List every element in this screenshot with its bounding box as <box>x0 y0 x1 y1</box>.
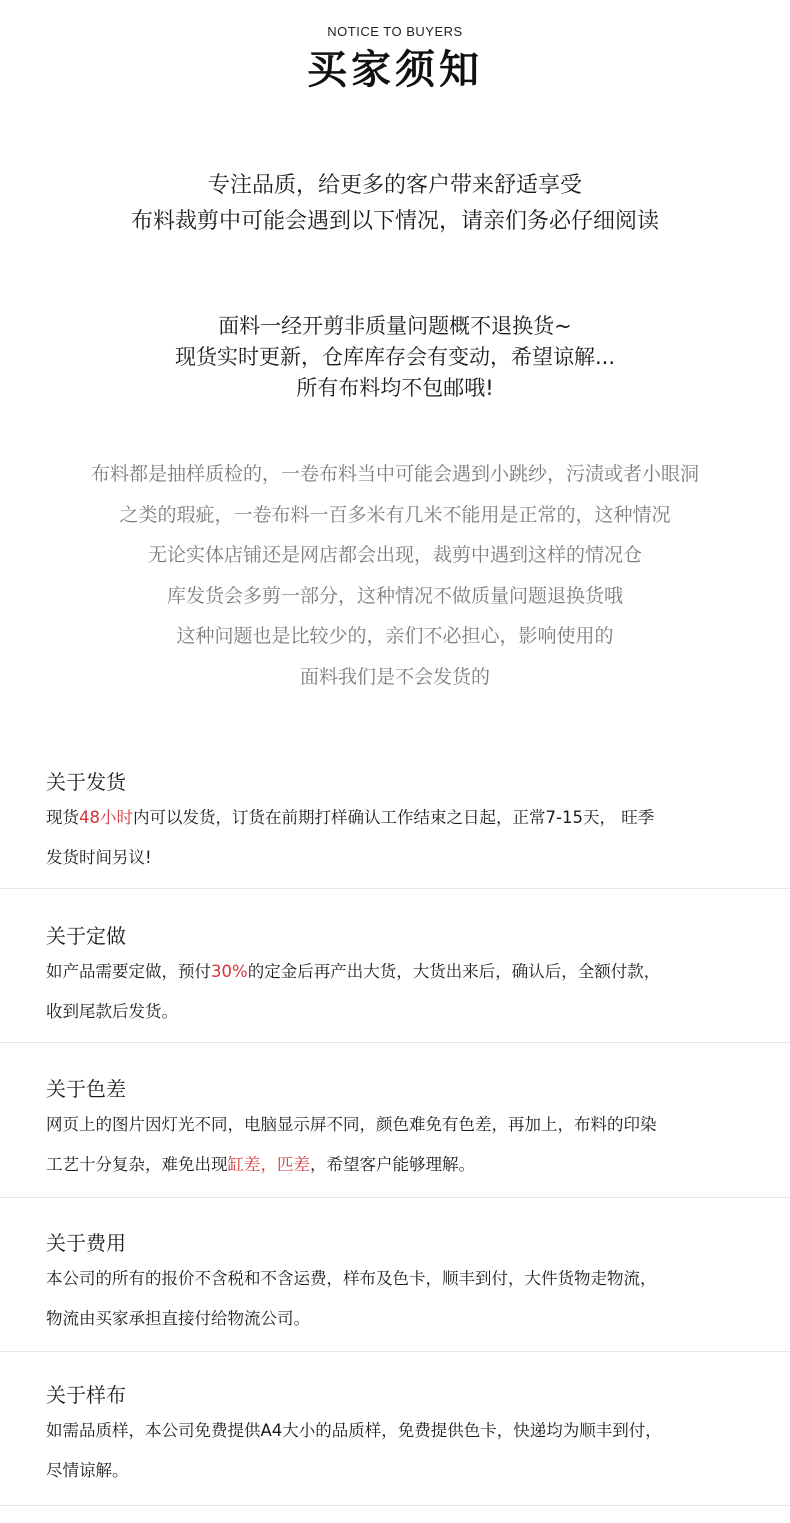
highlight-text: 30% <box>211 962 248 981</box>
explain-line-2: 之类的瑕疵，一卷布料一百多米有几米不能用是正常的，这种情况 <box>119 503 671 526</box>
section-title: 关于色差 <box>46 1077 126 1101</box>
return-policy <box>0 311 790 404</box>
section-color-difference <box>0 1061 790 1198</box>
policy-line-2: 现货实时更新，仓库库存会有变动，希望谅解... <box>174 345 616 369</box>
section-title: 关于定做 <box>46 924 126 948</box>
section-body <box>46 1411 760 1491</box>
section-line: 收到尾款后发货。 <box>46 1002 178 1021</box>
text-segment: 现货 <box>46 808 79 827</box>
header-subtitle-en: NOTICE TO BUYERS <box>327 24 463 39</box>
intro-line-1: 专注品质，给更多的客户带来舒适享受 <box>207 173 582 198</box>
defect-explanation <box>0 454 790 697</box>
text-segment: 如产品需要定做，预付 <box>46 962 211 981</box>
explain-line-3: 无论实体店铺还是网店都会出现，裁剪中遇到这样的情况仓 <box>147 544 642 566</box>
text-segment: 的定金后再产出大货，大货出来后，确认后，全额付款， <box>247 962 661 981</box>
section-line: 本公司的所有的报价不含税和不含运费，样布及色卡，顺丰到付，大件货物走物流， <box>46 1269 657 1288</box>
policy-line-3: 所有布料均不包邮哦! <box>296 376 494 400</box>
section-line <box>46 1145 760 1185</box>
policy-line-1: 面料一经开剪非质量问题概不退换货~ <box>218 314 572 338</box>
section-title: 关于费用 <box>46 1231 126 1255</box>
section-title: 关于发货 <box>46 770 126 794</box>
section-line: 如需品质样，本公司免费提供A4大小的品质样，免费提供色卡，快递均为顺丰到付， <box>46 1421 662 1440</box>
section-shipping <box>0 754 790 889</box>
intro-line-2: 布料裁剪中可能会遇到以下情况，请亲们务必仔细阅读 <box>130 209 659 234</box>
section-body <box>46 952 760 1032</box>
explain-line-1: 布料都是抽样质检的，一卷布料当中可能会遇到小跳纱，污渍或者小眼洞 <box>90 463 699 485</box>
section-custom-order <box>0 908 790 1043</box>
section-line <box>46 952 760 992</box>
section-line: 网页上的图片因灯光不同，电脑显示屏不同，颜色难免有色差，再加上，布料的印染 <box>46 1115 657 1134</box>
page-header <box>0 22 790 96</box>
section-body <box>46 798 760 878</box>
section-line: 尽情谅解。 <box>46 1461 129 1480</box>
text-segment: 内可以发货，订货在前期打样确认工作结束之日起，正常7-15天， 旺季 <box>133 808 655 827</box>
section-samples <box>0 1367 790 1506</box>
text-segment: 工艺十分复杂，难免出现 <box>46 1155 228 1174</box>
section-line: 物流由买家承担直接付给物流公司。 <box>46 1309 310 1328</box>
intro-text <box>0 168 790 240</box>
highlight-text: 缸差，匹差 <box>227 1155 310 1174</box>
section-body <box>46 1105 760 1185</box>
page-title: 买家须知 <box>307 46 483 93</box>
section-fees <box>0 1215 790 1352</box>
highlight-text: 48小时 <box>79 808 133 827</box>
section-title: 关于样布 <box>46 1383 126 1407</box>
explain-line-6: 面料我们是不会发货的 <box>299 665 490 688</box>
explain-line-5: 这种问题也是比较少的，亲们不必担心，影响使用的 <box>176 625 614 647</box>
section-line: 发货时间另议! <box>46 848 152 867</box>
explain-line-4: 库发货会多剪一部分，这种情况不做质量问题退换货哦 <box>166 584 623 607</box>
text-segment: ，希望客户能够理解。 <box>310 1155 475 1174</box>
section-line <box>46 798 760 838</box>
section-body <box>46 1259 760 1339</box>
